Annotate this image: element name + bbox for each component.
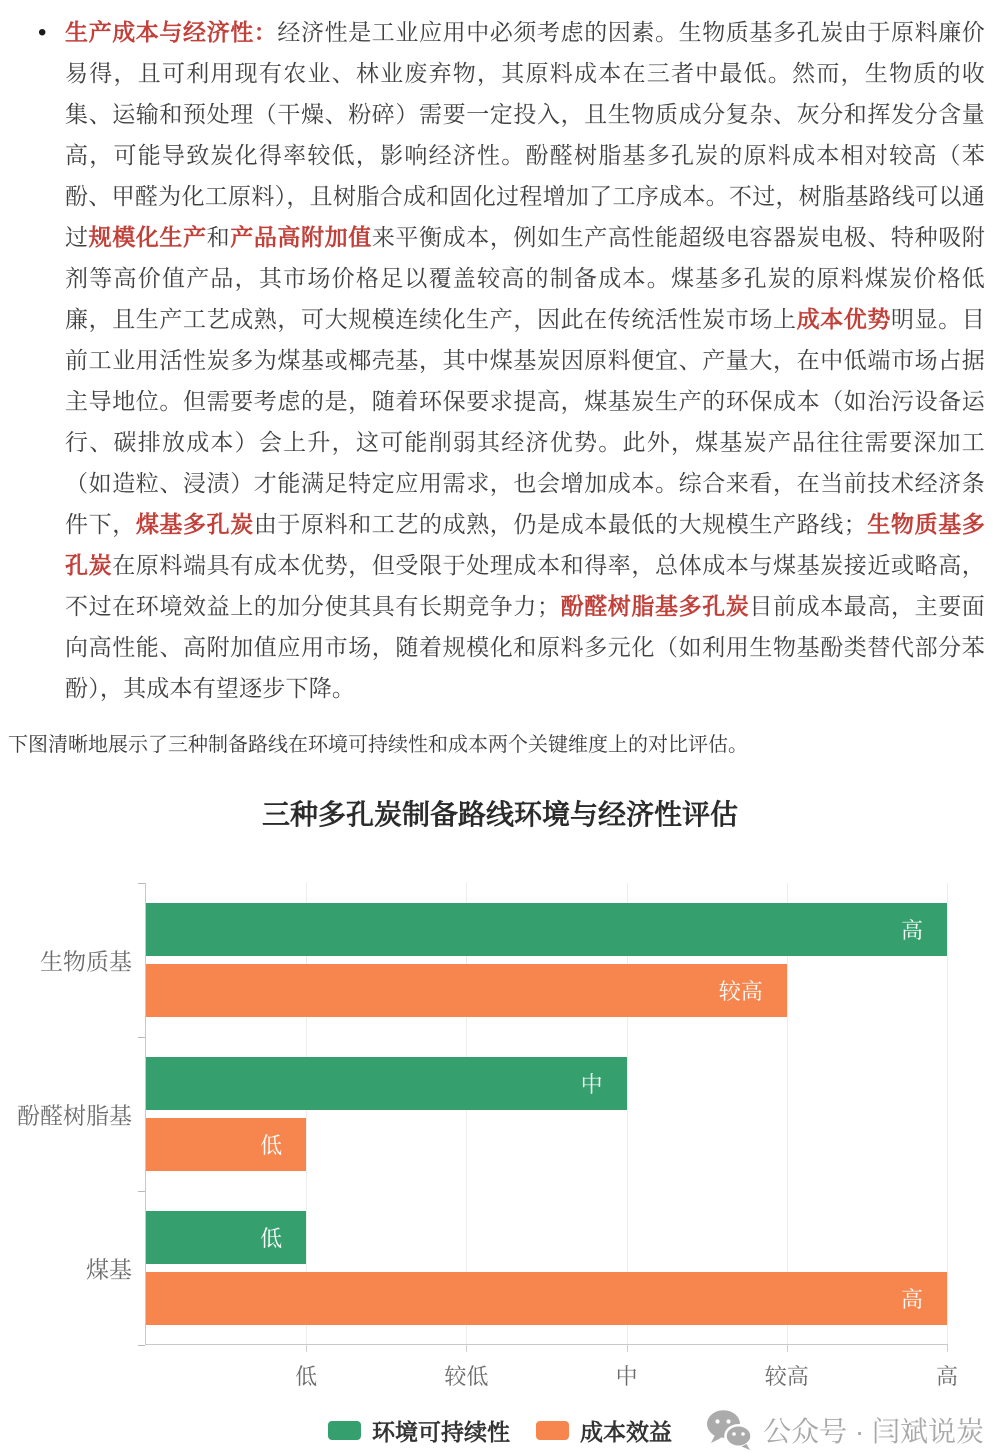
chart-title: 三种多孔炭制备路线环境与经济性评估 xyxy=(261,799,738,830)
bar-成本效益 xyxy=(146,964,787,1017)
chart-row xyxy=(40,883,947,1037)
category-label: 生物质基 xyxy=(40,948,132,975)
bar-value-label: 低 xyxy=(260,1133,283,1158)
closing-paragraph: 下图清晰地展示了三种制备路线在环境可持续性和成本两个关键维度上的对比评估。 xyxy=(8,734,748,756)
chart-footer xyxy=(0,1407,1000,1453)
body-text-segment: 来平衡成本，例如生产高性能超级电容器炭电极、特种吸附剂等高价值产品，其市场价格足以覆盖较高的制备成本。煤基多孔炭的原料煤炭价格低廉，且生产工艺成熟，可大规模连续化生产，因此在传统活性炭市场上 xyxy=(65,224,986,332)
y-axis-tick xyxy=(138,1345,145,1346)
x-axis-tick xyxy=(787,1344,788,1352)
body-text-segment: 目前成本最高，主要面向高性能、高附加值应用市场，随着规模化和原料多元化（如利用生物基酚类替代部分苯酚），其成本有望逐步下降。 xyxy=(65,593,986,701)
highlighted-phrase: 生产成本与经济性： xyxy=(65,19,278,45)
category-label: 酚醛树脂基 xyxy=(17,1102,132,1129)
bar-环境可持续性 xyxy=(146,1211,306,1264)
legend-swatch xyxy=(328,1421,361,1440)
bullet-paragraph xyxy=(65,12,985,709)
x-axis-tick-label: 高 xyxy=(935,1364,959,1389)
x-axis-tick-label: 低 xyxy=(295,1364,318,1389)
bullet-marker: • xyxy=(38,19,47,46)
highlighted-phrase: 产品高附加值 xyxy=(230,224,372,250)
x-axis-tick-label: 较低 xyxy=(444,1364,489,1389)
legend-label: 成本效益 xyxy=(580,1418,672,1445)
bar-value-label: 高 xyxy=(900,1287,923,1312)
x-axis-tick xyxy=(947,1344,948,1352)
body-text-segment: 明显。目前工业用活性炭多为煤基或椰壳基，其中煤基炭因原料便宜、产量大，在中低端市场占据主导地位。但需要考虑的是，随着环保要求提高，煤基炭生产的环保成本（如治污设备运行、碳排放成本）会上升，这可能削弱其经济优势。此外，煤基炭产品往往需要深加工（如造粒、浸渍）才能满足特定应用需求，也会增加成本。综合来看，在当前技术经济条件下， xyxy=(65,306,985,537)
body-text-segment: 在原料端具有成本优势，但受限于处理成本和得率，总体成本与煤基炭接近或略高，不过在环境效益上的加分使其具有长期竞争力； xyxy=(65,552,985,619)
bar-value-label: 高 xyxy=(900,918,923,943)
highlighted-phrase: 煤基多孔炭 xyxy=(135,511,254,537)
body-text-segment: 由于原料和工艺的成熟，仍是成本最低的大规模生产路线； xyxy=(253,511,868,537)
y-axis-tick xyxy=(138,883,145,884)
chart-row xyxy=(86,1191,947,1345)
y-axis-tick xyxy=(138,1191,145,1192)
bar-value-label: 低 xyxy=(260,1226,283,1251)
highlighted-phrase: 成本优势 xyxy=(796,306,891,332)
wechat-icon xyxy=(706,1409,753,1451)
x-axis-tick xyxy=(466,1344,467,1352)
legend-label: 环境可持续性 xyxy=(372,1418,510,1445)
highlighted-phrase: 酚醛树脂基多孔炭 xyxy=(560,593,750,619)
watermark-text: 公众号 · 闫斌说炭 xyxy=(763,1416,984,1447)
bar-成本效益 xyxy=(146,1118,306,1171)
body-text-segment: 和 xyxy=(206,224,231,250)
y-axis-tick xyxy=(138,1037,145,1038)
highlighted-phrase: 规模化生产 xyxy=(88,224,207,250)
bar-value-label: 中 xyxy=(580,1072,603,1097)
legend-item xyxy=(328,1414,510,1447)
bar-value-label: 较高 xyxy=(718,979,763,1004)
bullet-item xyxy=(0,0,1000,709)
bar-环境可持续性 xyxy=(146,903,947,956)
x-axis-tick xyxy=(306,1344,307,1352)
legend-swatch xyxy=(536,1421,569,1440)
watermark xyxy=(706,1409,984,1451)
gridline xyxy=(947,883,948,1344)
x-axis-tick-label: 中 xyxy=(615,1364,638,1389)
chart-row xyxy=(17,1037,947,1191)
x-axis-tick-label: 较高 xyxy=(764,1364,809,1389)
bar-成本效益 xyxy=(146,1272,947,1325)
chart-plot-area xyxy=(17,883,959,1389)
x-axis-tick xyxy=(627,1344,628,1352)
bar-环境可持续性 xyxy=(146,1057,627,1110)
legend-item xyxy=(536,1414,672,1447)
highlighted-phrase: 生物质基多孔炭 xyxy=(65,511,986,578)
category-label: 煤基 xyxy=(86,1256,132,1283)
body-text-segment: 经济性是工业应用中必须考虑的因素。生物质基多孔炭由于原料廉价易得，且可利用现有农业、林业废弃物，其原料成本在三者中最低。然而，生物质的收集、运输和预处理（干燥、粉碎）需要一定投入，且生物质成分复杂、灰分和挥发分含量高，可能导致炭化得率较低，影响经济性。酚醛树脂基多孔炭的原料成本相对较高（苯酚、甲醛为化工原料），且树脂合成和固化过程增加了工序成本。不过，树脂基路线可以通过 xyxy=(65,19,985,250)
